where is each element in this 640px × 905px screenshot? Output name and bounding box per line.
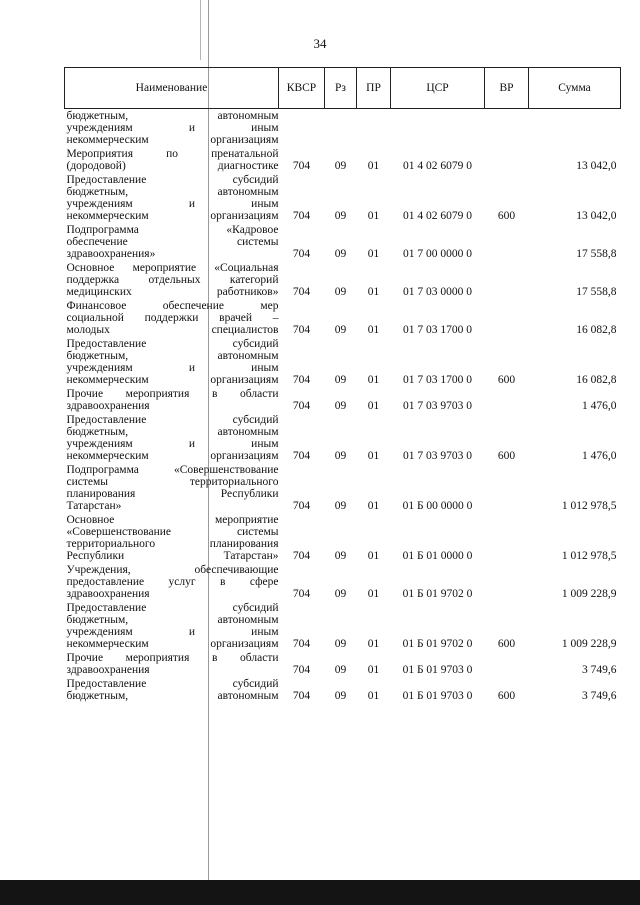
cell-name (65, 387, 279, 413)
cell-name (65, 147, 279, 173)
cell-csr: 01 4 02 6079 0 (403, 210, 472, 222)
cell-sum: 3 749,6 (582, 690, 617, 702)
table-row (65, 261, 621, 299)
cell-vr (485, 387, 529, 413)
scan-bottom-edge (0, 880, 640, 905)
cell-kvsr: 704 (292, 664, 311, 676)
table-row (65, 463, 621, 513)
budget-table (64, 67, 621, 703)
table-row (65, 513, 621, 563)
cell-csr: 01 7 03 1700 0 (403, 374, 472, 386)
row-name-text: Подпрограмма «Кадровое обеспечение системы здравоохранения» (66, 224, 279, 260)
cell-pr (357, 109, 391, 148)
cell-name (65, 563, 279, 601)
cell-name (65, 261, 279, 299)
cell-rz: 09 (334, 248, 347, 260)
cell-csr (391, 109, 485, 148)
cell-rz (325, 109, 357, 148)
cell-sum (529, 109, 621, 148)
cell-kvsr: 704 (292, 450, 311, 462)
cell-csr: 01 Б 01 9702 0 (402, 588, 473, 600)
row-name-text: Финансовое обеспечение мер социальной поддержки врачей – молодых специалистов (66, 300, 279, 336)
cell-name (65, 109, 279, 148)
cell-pr: 01 (367, 664, 380, 676)
table-row (65, 337, 621, 387)
row-name-text: Предоставление субсидий бюджетным, автономным (66, 678, 279, 702)
cell-vr: 600 (497, 638, 516, 650)
cell-kvsr: 704 (292, 210, 311, 222)
cell-vr (485, 463, 529, 513)
header-name: Наименование (65, 68, 279, 109)
cell-pr: 01 (367, 588, 380, 600)
cell-kvsr: 704 (292, 690, 311, 702)
cell-pr: 01 (367, 286, 380, 298)
table-row (65, 601, 621, 651)
cell-vr: 600 (497, 690, 516, 702)
cell-csr: 01 7 03 1700 0 (403, 324, 472, 336)
cell-kvsr: 704 (292, 324, 311, 336)
cell-vr (485, 651, 529, 677)
page-number: 34 (313, 36, 327, 51)
cell-kvsr: 704 (292, 588, 311, 600)
table-row (65, 147, 621, 173)
cell-name (65, 513, 279, 563)
cell-rz: 09 (334, 160, 347, 172)
cell-pr: 01 (367, 638, 380, 650)
header-vr: ВР (485, 68, 529, 109)
cell-pr: 01 (367, 400, 380, 412)
cell-name (65, 299, 279, 337)
cell-kvsr (279, 109, 325, 148)
table-row (65, 299, 621, 337)
cell-vr (485, 563, 529, 601)
cell-sum: 13 042,0 (576, 160, 617, 172)
cell-pr: 01 (367, 210, 380, 222)
cell-csr: 01 Б 01 9703 0 (402, 664, 473, 676)
cell-vr: 600 (497, 450, 516, 462)
cell-rz: 09 (334, 210, 347, 222)
cell-vr (485, 223, 529, 261)
table-row (65, 413, 621, 463)
header-csr: ЦСР (391, 68, 485, 109)
table-row (65, 651, 621, 677)
cell-rz: 09 (334, 690, 347, 702)
cell-vr (485, 299, 529, 337)
header-kvsr: КВСР (279, 68, 325, 109)
table-row (65, 109, 621, 148)
cell-rz: 09 (334, 638, 347, 650)
table-body (65, 109, 621, 704)
cell-rz: 09 (334, 400, 347, 412)
row-name-text: Предоставление субсидий бюджетным, автономным учреждениям и иным некоммерческим организациям (66, 602, 279, 650)
cell-sum: 13 042,0 (576, 210, 617, 222)
row-name-text: Прочие мероприятия в области здравоохранения (66, 652, 279, 676)
row-name-text: Основное мероприятие «Совершенствование системы территориального планирования Республики Татарстан» (66, 514, 279, 562)
cell-vr (485, 109, 529, 148)
cell-rz: 09 (334, 374, 347, 386)
row-name-text: Предоставление субсидий бюджетным, автономным учреждениям и иным некоммерческим организациям (66, 338, 279, 386)
cell-pr: 01 (367, 374, 380, 386)
cell-name (65, 601, 279, 651)
row-name-text: Мероприятия по пренатальной (дородовой) диагностике (66, 148, 279, 172)
table-row (65, 387, 621, 413)
cell-kvsr: 704 (292, 286, 311, 298)
cell-vr (485, 147, 529, 173)
cell-sum: 17 558,8 (576, 286, 617, 298)
cell-rz: 09 (334, 664, 347, 676)
cell-rz: 09 (334, 500, 347, 512)
cell-vr (485, 513, 529, 563)
cell-pr: 01 (367, 160, 380, 172)
row-name-text: Предоставление субсидий бюджетным, автономным учреждениям и иным некоммерческим организациям (66, 414, 279, 462)
cell-rz: 09 (334, 324, 347, 336)
cell-sum: 3 749,6 (582, 664, 617, 676)
cell-pr: 01 (367, 500, 380, 512)
cell-rz: 09 (334, 286, 347, 298)
cell-csr: 01 7 03 0000 0 (403, 286, 472, 298)
row-name-text: бюджетным, автономным учреждениям и иным некоммерческим организациям (66, 110, 279, 146)
cell-csr: 01 Б 01 9703 0 (402, 690, 473, 702)
cell-sum: 1 476,0 (582, 400, 617, 412)
cell-rz: 09 (334, 550, 347, 562)
cell-name (65, 173, 279, 223)
table-row (65, 173, 621, 223)
row-name-text: Основное мероприятие «Социальная поддержка отдельных категорий медицинских работников» (66, 262, 279, 298)
cell-pr: 01 (367, 550, 380, 562)
cell-rz: 09 (334, 588, 347, 600)
row-name-text: Подпрограмма «Совершенствование системы территориального планирования Республики Татарстан» (66, 464, 279, 512)
cell-name (65, 463, 279, 513)
cell-pr: 01 (367, 450, 380, 462)
cell-name (65, 651, 279, 677)
row-name-text: Предоставление субсидий бюджетным, автономным учреждениям и иным некоммерческим организациям (66, 174, 279, 222)
cell-kvsr: 704 (292, 160, 311, 172)
cell-name (65, 413, 279, 463)
cell-sum: 16 082,8 (576, 374, 617, 386)
cell-sum: 1 012 978,5 (561, 500, 617, 512)
cell-csr: 01 7 00 0000 0 (403, 248, 472, 260)
table-row (65, 563, 621, 601)
cell-csr: 01 Б 01 9702 0 (402, 638, 473, 650)
cell-kvsr: 704 (292, 248, 311, 260)
cell-name (65, 337, 279, 387)
cell-sum: 1 009 228,9 (561, 638, 617, 650)
table-row (65, 223, 621, 261)
cell-pr: 01 (367, 690, 380, 702)
cell-sum: 1 012 978,5 (561, 550, 617, 562)
cell-pr: 01 (367, 324, 380, 336)
cell-kvsr: 704 (292, 500, 311, 512)
cell-sum: 17 558,8 (576, 248, 617, 260)
header-sum: Сумма (529, 68, 621, 109)
cell-pr: 01 (367, 248, 380, 260)
cell-kvsr: 704 (292, 400, 311, 412)
table-row (65, 677, 621, 703)
header-rz: Рз (325, 68, 357, 109)
cell-rz: 09 (334, 450, 347, 462)
table-header-row (65, 68, 621, 109)
cell-csr: 01 Б 01 0000 0 (402, 550, 473, 562)
cell-sum: 1 476,0 (582, 450, 617, 462)
cell-kvsr: 704 (292, 638, 311, 650)
cell-csr: 01 4 02 6079 0 (403, 160, 472, 172)
row-name-text: Учреждения, обеспечивающие предоставление услуг в сфере здравоохранения (66, 564, 279, 600)
cell-name (65, 223, 279, 261)
cell-kvsr: 704 (292, 550, 311, 562)
cell-csr: 01 7 03 9703 0 (403, 400, 472, 412)
row-name-text: Прочие мероприятия в области здравоохранения (66, 388, 279, 412)
cell-vr: 600 (497, 210, 516, 222)
cell-sum: 1 009 228,9 (561, 588, 617, 600)
header-pr: ПР (357, 68, 391, 109)
cell-kvsr: 704 (292, 374, 311, 386)
cell-sum: 16 082,8 (576, 324, 617, 336)
cell-vr: 600 (497, 374, 516, 386)
cell-vr (485, 261, 529, 299)
cell-csr: 01 Б 00 0000 0 (402, 500, 473, 512)
cell-name (65, 677, 279, 703)
cell-csr: 01 7 03 9703 0 (403, 450, 472, 462)
